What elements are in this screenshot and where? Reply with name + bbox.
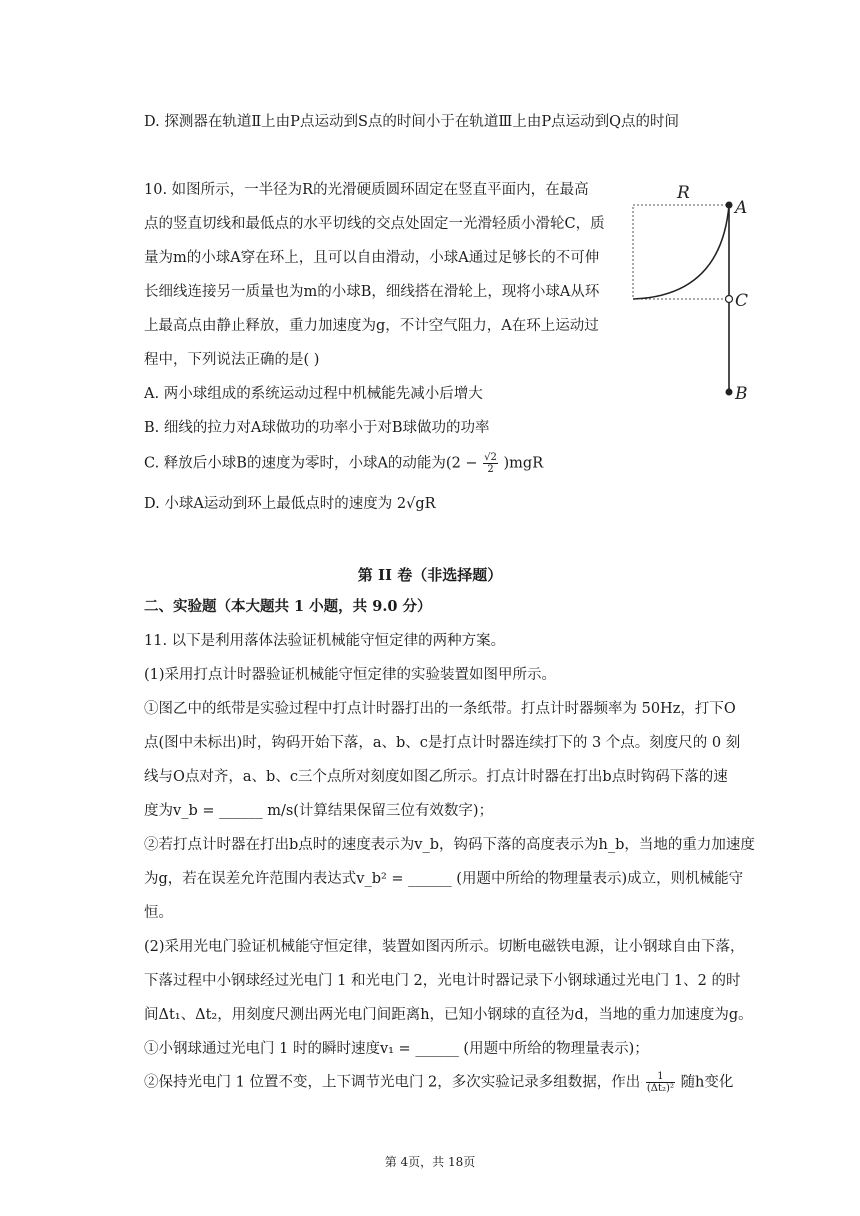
q11-last-post: 随h变化 xyxy=(680,1074,734,1091)
q10-option-c xyxy=(144,452,543,475)
quarter-arc xyxy=(633,205,729,299)
page-footer: 第 4页，共 18页 xyxy=(384,1155,476,1169)
q11-line-6: 度为v_b = ______ m/s(计算结果保留三位有效数字)； xyxy=(144,803,494,819)
q9-option-d: D. 探测器在轨道Ⅱ上由P点运动到S点的时间小于在轨道Ⅲ上由P点运动到Q点的时间 xyxy=(144,114,679,130)
dashed-square xyxy=(633,205,729,299)
q11-line-10: (2)采用光电门验证机械能守恒定律，装置如图丙所示。切断电磁铁电源，让小钢球自由下落， xyxy=(144,939,745,955)
q11-line-14 xyxy=(144,1071,733,1094)
q10-line-1: 10. 如图所示，一半径为R的光滑硬质圆环固定在竖直平面内，在最高 xyxy=(144,182,589,198)
q11-last-fraction xyxy=(646,1071,675,1094)
q10-option-c-numerator: √2 xyxy=(484,452,497,463)
q10-line-2: 点的竖直切线和最低点的水平切线的交点处固定一光滑轻质小滑轮C，质 xyxy=(144,216,605,232)
label-c: C xyxy=(735,291,749,311)
q11-line-13: ①小钢球通过光电门 1 时的瞬时速度v₁ = ______ (用题中所给的物理量表示)； xyxy=(144,1041,649,1057)
q11-line-1: 11. 以下是利用落体法验证机械能守恒定律的两种方案。 xyxy=(144,633,506,649)
q10-option-c-pre: C. 释放后小球B的速度为零时，小球A的动能为(2 − xyxy=(144,455,478,472)
q11-line-8: 为g，若在误差允许范围内表达式v_b² = ______ (用题中所给的物理量表示)成立，则机械能守 xyxy=(144,871,744,887)
q10-option-b: B. 细线的拉力对A球做功的功率小于对B球做功的功率 xyxy=(144,420,490,436)
q11-last-denominator: (Δt₂)² xyxy=(646,1083,674,1094)
q10-line-5: 上最高点由静止释放，重力加速度为g，不计空气阻力，A在环上运动过 xyxy=(144,318,599,334)
q11-last-pre: ②保持光电门 1 位置不变，上下调节光电门 2，多次实验记录多组数据，作出 xyxy=(144,1074,641,1091)
section-two-heading: 二、实验题（本大题共 1 小题，共 9.0 分） xyxy=(144,598,432,615)
pulley-c xyxy=(726,296,733,303)
q10-figure xyxy=(625,178,765,403)
q10-option-d: D. 小球A运动到环上最低点时的速度为 2√gR xyxy=(144,496,436,512)
q11-line-12: 间Δt₁、Δt₂，用刻度尺测出两光电门间距离h，已知小钢球的直径为d，当地的重力加速度为g。 xyxy=(144,1007,753,1023)
label-b: B xyxy=(735,384,748,403)
ball-b xyxy=(726,389,733,396)
q11-line-9: 恒。 xyxy=(144,905,173,921)
ball-a xyxy=(726,202,733,209)
q11-line-7: ②若打点计时器在打出b点时的速度表示为v_b，钩码下落的高度表示为h_b，当地的重力加速度 xyxy=(144,837,755,853)
q10-option-c-fraction xyxy=(483,452,498,475)
q11-line-2: (1)采用打点计时器验证机械能守恒定律的实验装置如图甲所示。 xyxy=(144,667,557,683)
q10-line-6: 程中，下列说法正确的是( ) xyxy=(144,352,320,368)
label-r: R xyxy=(677,183,690,203)
label-a: A xyxy=(735,198,748,218)
q10-line-4: 长细线连接另一质量也为m的小球B，细线搭在滑轮上，现将小球A从环 xyxy=(144,284,600,300)
q11-line-5: 线与O点对齐，a、b、c三个点所对刻度如图乙所示。打点计时器在打出b点时钩码下落的速 xyxy=(144,769,728,785)
q10-option-c-denominator: 2 xyxy=(487,464,494,475)
section-title: 第 II 卷（非选择题） xyxy=(357,566,503,584)
q11-last-numerator: 1 xyxy=(646,1071,675,1083)
q11-line-11: 下落过程中小钢球经过光电门 1 和光电门 2，光电计时器记录下小钢球通过光电门 1、2 的时 xyxy=(144,973,741,989)
q10-option-c-post: )mgR xyxy=(503,455,544,472)
q11-line-3: ①图乙中的纸带是实验过程中打点计时器打出的一条纸带。打点计时器频率为 50Hz，打下O xyxy=(144,701,736,717)
q10-line-3: 量为m的小球A穿在环上，且可以自由滑动，小球A通过足够长的不可伸 xyxy=(144,250,600,266)
q11-line-4: 点(图中未标出)时，钩码开始下落，a、b、c是打点计时器连续打下的 3 个点。刻度尺的 0 刻 xyxy=(144,735,741,751)
q10-option-a: A. 两小球组成的系统运动过程中机械能先减小后增大 xyxy=(144,386,483,402)
